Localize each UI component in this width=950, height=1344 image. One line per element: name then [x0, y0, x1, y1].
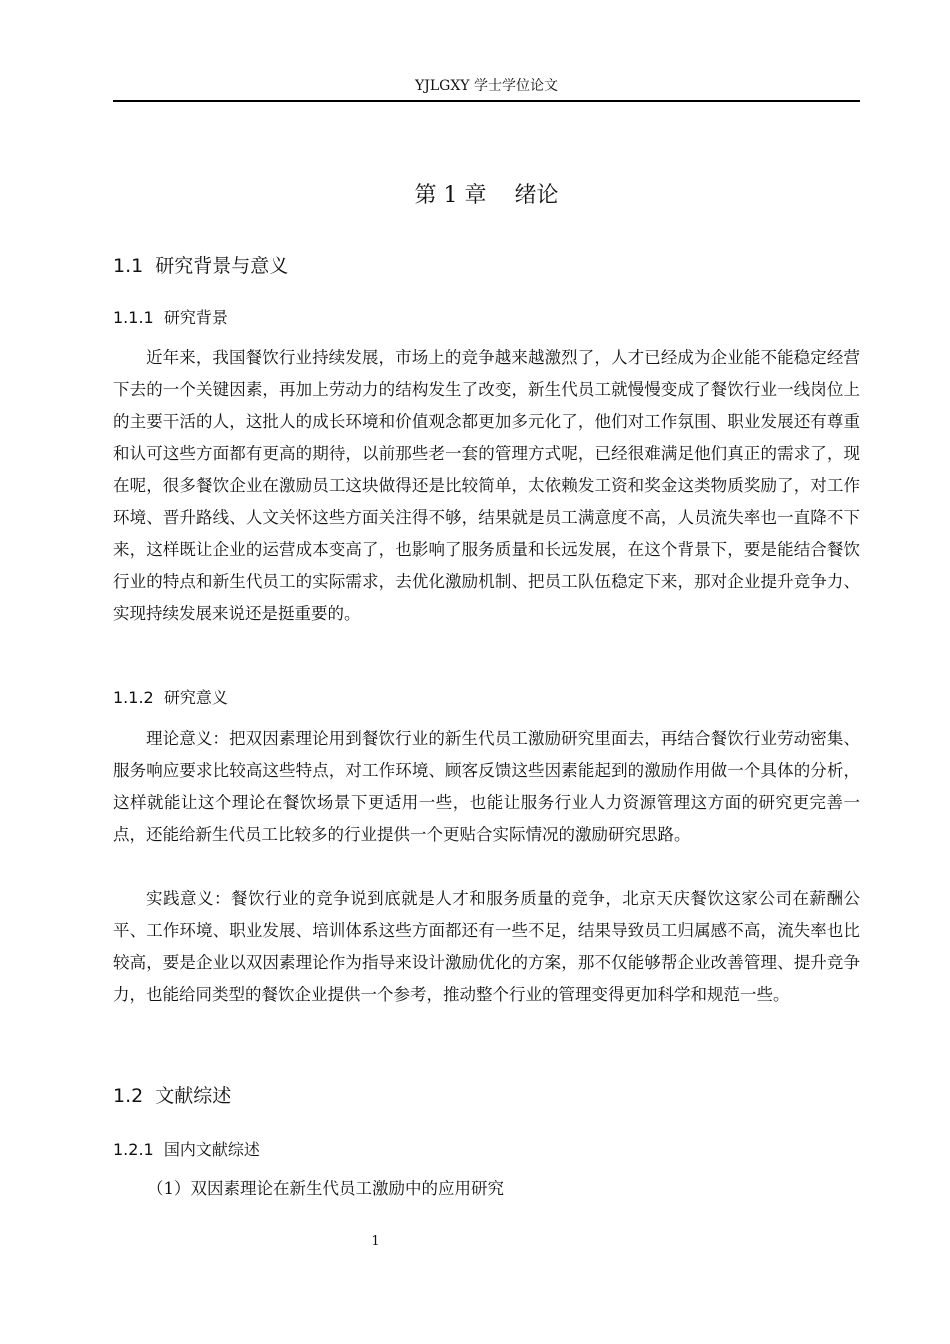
- section-heading-1-1-2: 1.1.2 研究意义: [113, 688, 228, 707]
- section-heading-1-1-1: 1.1.1 研究背景: [113, 308, 228, 327]
- section-heading-1-1: 1.1 研究背景与意义: [113, 255, 289, 277]
- list-item: （1）双因素理论在新生代员工激励中的应用研究: [147, 1179, 504, 1198]
- section-heading-1-2-1: 1.2.1 国内文献综述: [113, 1140, 260, 1159]
- header-divider: [113, 100, 860, 102]
- research-background-paragraph: 近年来，我国餐饮行业持续发展，市场上的竞争越来越激烈了，人才已经成为企业能不能稳定经营下去的一个关键因素，再加上劳动力的结构发生了改变，新生代员工就慢慢变成了餐饮行业一线岗位上的主要干活的人，这批人的成长环境和价值观念都更加多元化了，他们对工作氛围、职业发展还有尊重和认可这些方面都有更高的期待，以前那些老一套的管理方式呢，已经很难满足他们真正的需求了，现在呢，很多餐饮企业在激励员工这块做得还是比较简单，太依赖发工资和奖金这类物质奖励了，对工作环境、晋升路线、人文关怀这些方面关注得不够，结果就是员工满意度不高，人员流失率也一直降不下来，这样既让企业的运营成本变高了，也影响了服务质量和长远发展，在这个背景下，要是能结合餐饮行业的特点和新生代员工的实际需求，去优化激励机制、把员工队伍稳定下来，那对企业提升竞争力、实现持续发展来说还是挺重要的。: [113, 348, 860, 623]
- theoretical-significance-paragraph: 理论意义：把双因素理论用到餐饮行业的新生代员工激励研究里面去，再结合餐饮行业劳动密集、服务响应要求比较高这些特点，对工作环境、顾客反馈这些因素能起到的激励作用做一个具体的分析，这样就能让这个理论在餐饮场景下更适用一些，也能让服务行业人力资源管理这方面的研究更完善一点，还能给新生代员工比较多的行业提供一个更贴合实际情况的激励研究思路。: [113, 729, 860, 844]
- chapter-title: 第 1 章 绪论: [414, 183, 559, 208]
- page-header: YJLGXY 学士学位论文: [415, 78, 558, 94]
- section-heading-1-2: 1.2 文献综述: [113, 1085, 232, 1107]
- page-number: 1: [371, 1234, 380, 1249]
- practical-significance-paragraph: 实践意义：餐饮行业的竞争说到底就是人才和服务质量的竞争，北京天庆餐饮这家公司在薪酬公平、工作环境、职业发展、培训体系这些方面都还有一些不足，结果导致员工归属感不高，流失率也比较高，要是企业以双因素理论作为指导来设计激励优化的方案，那不仅能够帮企业改善管理、提升竞争力，也能给同类型的餐饮企业提供一个参考，推动整个行业的管理变得更加科学和规范一些。: [113, 889, 860, 1004]
